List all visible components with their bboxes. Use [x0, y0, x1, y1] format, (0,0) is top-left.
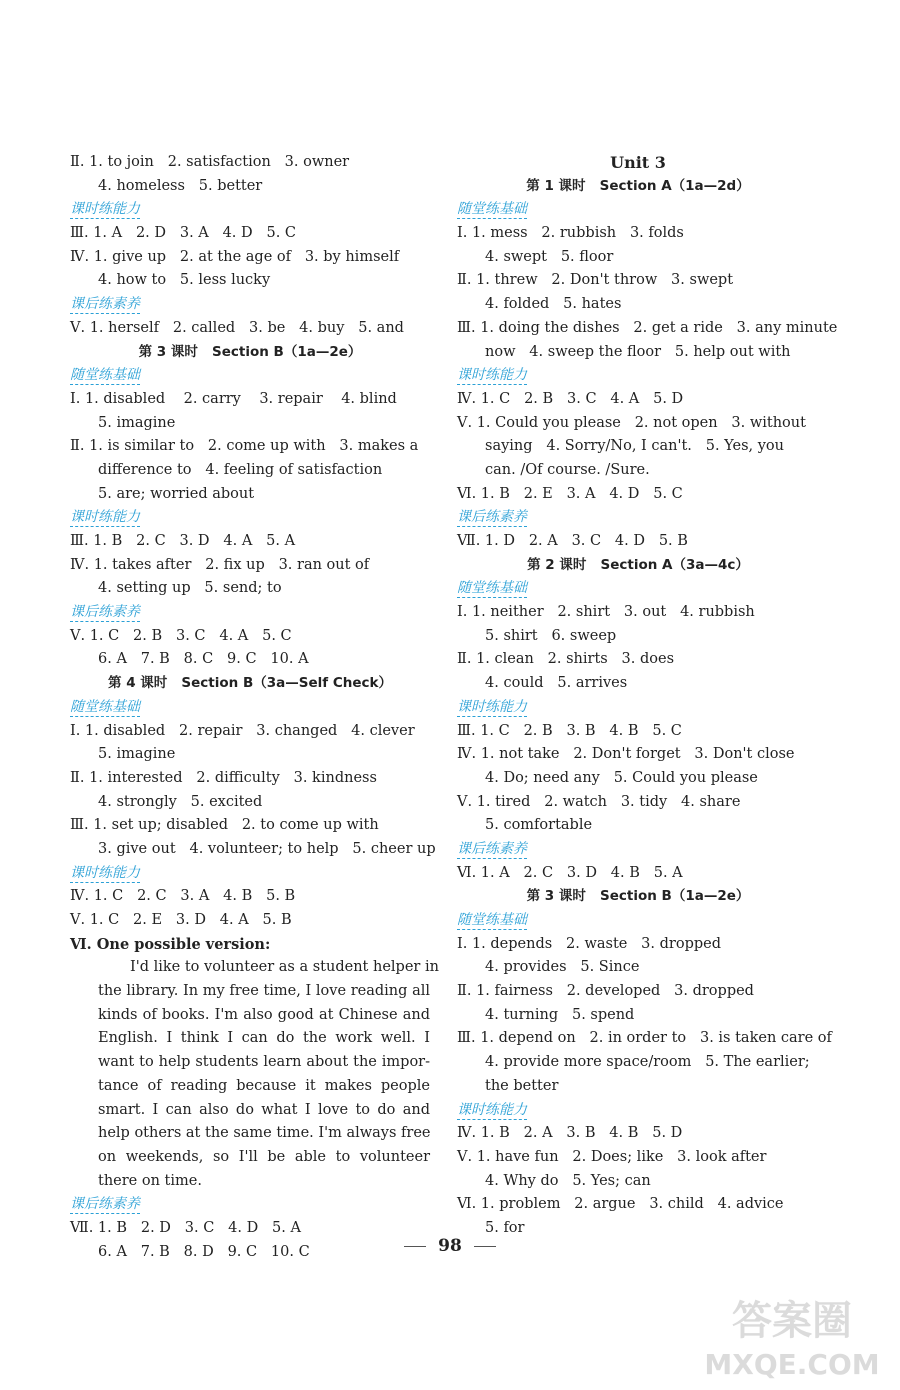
answer-line: difference to 4. feeling of satisfaction	[98, 461, 383, 478]
left-column	[70, 151, 439, 1264]
answer-line: Ⅲ. 1. B 2. C 3. D 4. A 5. A	[70, 533, 296, 549]
lesson-heading: 第 4 课时 Section B（3a—Self Check）	[108, 675, 392, 692]
practice-category	[457, 364, 819, 388]
answer-line: 5. shirt 6. sweep	[485, 627, 617, 644]
answer-line: Ⅴ. 1. tired 2. watch 3. tidy 4. share	[457, 793, 741, 810]
watermark-logo	[692, 1286, 892, 1386]
answer-line: Ⅴ. 1. herself 2. called 3. be 4. buy 5. and	[70, 319, 404, 336]
answer-line: 4. could 5. arrives	[485, 675, 628, 692]
category-label: 课时练能力	[70, 201, 140, 218]
lesson-heading: 第 1 课时 Section A（1a—2d）	[526, 177, 750, 194]
lesson-heading: 第 3 课时 Section B（1a—2e）	[526, 888, 750, 905]
practice-category	[457, 909, 819, 933]
answer-line: Ⅵ. 1. problem 2. argue 3. child 4. advice	[457, 1196, 784, 1213]
answer-line: 5. imagine	[98, 746, 176, 763]
answer-line: Ⅲ. 1. doing the dishes 2. get a ride 3. any minute	[457, 319, 838, 336]
answer-line: Ⅱ. 1. is similar to 2. come up with 3. makes a	[70, 438, 419, 455]
essay-line: there on time.	[98, 1172, 202, 1189]
answer-line: Ⅳ. 1. B 2. A 3. B 4. B 5. D	[457, 1125, 683, 1142]
answer-line: Ⅲ. 1. A 2. D 3. A 4. D 5. C	[70, 225, 297, 242]
answer-line: Ⅳ. 1. takes after 2. fix up 3. ran out of	[70, 556, 370, 573]
practice-category	[70, 1193, 430, 1217]
answer-line: 6. A 7. B 8. D 9. C 10. C	[98, 1243, 310, 1260]
category-label: 课时练能力	[457, 698, 527, 715]
unit-title: Unit 3	[610, 153, 666, 172]
answer-line: Ⅴ. 1. have fun 2. Does; like 3. look after	[457, 1148, 767, 1165]
answer-line: 4. Do; need any 5. Could you please	[485, 769, 758, 786]
practice-category	[70, 198, 430, 222]
practice-category	[457, 838, 819, 862]
right-column	[457, 151, 838, 1241]
lesson-heading: 第 2 课时 Section A（3a—4c）	[527, 556, 749, 573]
answer-line: the better	[485, 1077, 559, 1094]
answer-line: 5. are; worried about	[98, 485, 255, 502]
answer-line: 4. provides 5. Since	[485, 959, 640, 976]
lesson-heading: 第 3 课时 Section B（1a—2e）	[138, 343, 362, 360]
answer-line: Ⅱ. 1. interested 2. difficulty 3. kindness	[70, 769, 377, 786]
answer-line: Ⅴ. 1. C 2. B 3. C 4. A 5. C	[70, 627, 292, 644]
answer-line: Ⅶ. 1. B 2. D 3. C 4. D 5. A	[70, 1219, 301, 1236]
answer-line: Ⅱ. 1. to join 2. satisfaction 3. owner	[70, 154, 350, 170]
answer-line: 4. folded 5. hates	[485, 296, 622, 313]
answer-line: Ⅳ. 1. C 2. B 3. C 4. A 5. D	[457, 390, 684, 407]
category-label: 课后练素养	[457, 509, 527, 526]
practice-category	[70, 862, 430, 886]
answer-line: now 4. sweep the floor 5. help out with	[485, 343, 791, 360]
category-label: 课时练能力	[457, 367, 527, 384]
category-label: 随堂练基础	[457, 580, 527, 597]
practice-category	[457, 696, 819, 720]
answer-line: Ⅲ. 1. depend on 2. in order to 3. is taken care of	[457, 1030, 832, 1047]
answer-line: can. /Of course. /Sure.	[485, 461, 650, 478]
essay-line: tance of reading because it makes people	[98, 1077, 430, 1094]
essay-line: help others at the same time. I'm always free	[98, 1125, 431, 1142]
answer-line: 4. homeless 5. better	[98, 177, 263, 194]
answer-line: Ⅳ. 1. C 2. C 3. A 4. B 5. B	[70, 888, 296, 905]
category-label: 课时练能力	[70, 509, 140, 526]
page-footer	[0, 1236, 900, 1256]
essay-line: kinds of books. I'm also good at Chinese and	[98, 1006, 430, 1023]
page-number: 98	[438, 1236, 462, 1256]
answer-line: 5. for	[485, 1219, 525, 1236]
footer-dash-right	[474, 1246, 496, 1247]
answer-line: Ⅱ. 1. clean 2. shirts 3. does	[457, 651, 675, 668]
answer-line: 4. strongly 5. excited	[98, 793, 263, 810]
answer-line: 4. Why do 5. Yes; can	[485, 1172, 651, 1189]
answer-line: Ⅵ. One possible version:	[70, 935, 271, 953]
practice-category	[457, 577, 819, 601]
answer-line: 4. turning 5. spend	[485, 1006, 635, 1023]
practice-category	[457, 198, 819, 222]
answer-line: Ⅳ. 1. give up 2. at the age of 3. by himself	[70, 248, 400, 265]
answer-line: 4. how to 5. less lucky	[98, 272, 271, 289]
category-label: 课后练素养	[70, 296, 140, 313]
practice-category	[457, 1099, 819, 1123]
answer-line: Ⅳ. 1. not take 2. Don't forget 3. Don't close	[457, 746, 795, 763]
answer-line: 4. swept 5. floor	[485, 248, 614, 265]
answer-line: Ⅶ. 1. D 2. A 3. C 4. D 5. B	[457, 533, 688, 549]
answer-line: Ⅰ. 1. mess 2. rubbish 3. folds	[457, 225, 684, 242]
category-label: 课后练素养	[70, 604, 140, 621]
answer-line: 5. imagine	[98, 414, 176, 431]
essay-line: smart. I can also do what I love to do and	[98, 1101, 430, 1118]
answer-line: 4. provide more space/room 5. The earlier;	[485, 1054, 810, 1071]
practice-category	[70, 506, 430, 530]
answer-line: Ⅲ. 1. C 2. B 3. B 4. B 5. C	[457, 722, 682, 739]
watermark-line1: 答案圈	[732, 1298, 852, 1344]
answer-line: Ⅴ. 1. Could you please 2. not open 3. without	[457, 414, 806, 431]
practice-category	[70, 293, 430, 317]
answer-line: Ⅵ. 1. B 2. E 3. A 4. D 5. C	[457, 485, 683, 502]
category-label: 课后练素养	[457, 840, 527, 857]
answer-line: Ⅰ. 1. disabled 2. carry 3. repair 4. blind	[70, 390, 397, 407]
essay-line: I'd like to volunteer as a student helper in	[130, 959, 439, 976]
practice-category	[457, 506, 819, 530]
practice-category	[70, 364, 430, 388]
answer-line: 5. comfortable	[485, 817, 593, 834]
answer-line: Ⅰ. 1. depends 2. waste 3. dropped	[457, 935, 721, 952]
essay-line: want to help students learn about the impor-	[98, 1054, 430, 1071]
answer-line: 4. setting up 5. send; to	[98, 580, 282, 597]
answer-line: Ⅰ. 1. disabled 2. repair 3. changed 4. clever	[70, 722, 415, 739]
answer-line: Ⅵ. 1. A 2. C 3. D 4. B 5. A	[457, 864, 683, 881]
answer-line: Ⅱ. 1. fairness 2. developed 3. dropped	[457, 983, 754, 1000]
answer-line: saying 4. Sorry/No, I can't. 5. Yes, you	[485, 438, 784, 455]
category-label: 随堂练基础	[457, 912, 527, 928]
answer-line: Ⅱ. 1. threw 2. Don't throw 3. swept	[457, 272, 734, 289]
footer-dash-left	[404, 1246, 426, 1247]
answer-line: Ⅰ. 1. neither 2. shirt 3. out 4. rubbish	[457, 604, 755, 621]
answer-line: 3. give out 4. volunteer; to help 5. cheer up	[98, 840, 436, 857]
category-label: 课时练能力	[70, 864, 140, 881]
essay-line: on weekends, so I'll be able to volunteer	[98, 1148, 430, 1165]
watermark-line2: MXQE.COM	[704, 1348, 880, 1381]
category-label: 随堂练基础	[70, 367, 140, 384]
practice-category	[70, 601, 430, 625]
practice-category	[70, 696, 430, 720]
category-label: 课后练素养	[70, 1196, 140, 1213]
answer-line: 6. A 7. B 8. C 9. C 10. A	[98, 651, 309, 668]
category-label: 随堂练基础	[70, 698, 140, 715]
category-label: 课时练能力	[457, 1101, 527, 1118]
essay-line: the library. In my free time, I love reading all	[98, 983, 430, 1000]
answer-line: Ⅲ. 1. set up; disabled 2. to come up with	[70, 817, 379, 834]
answer-line: Ⅴ. 1. C 2. E 3. D 4. A 5. B	[70, 912, 292, 928]
category-label: 随堂练基础	[457, 201, 527, 218]
essay-line: English. I think I can do the work well. I	[98, 1030, 430, 1047]
